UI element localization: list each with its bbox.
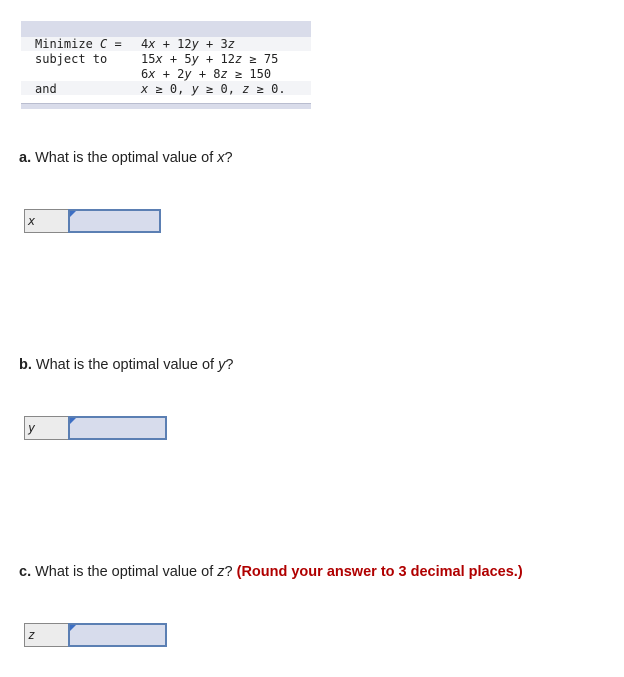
problem-top-bar: [21, 21, 311, 37]
rounding-note: (Round your answer to 3 decimal places.): [236, 564, 523, 580]
constraint-1: 15x + 5y + 12z ≥ 75: [141, 52, 279, 66]
answer-x-input[interactable]: [68, 209, 161, 233]
question-a: a. What is the optimal value of x?: [19, 150, 233, 166]
answer-z-input[interactable]: [68, 623, 167, 647]
input-flag-icon: [70, 418, 76, 424]
answer-y-label: y: [24, 416, 68, 440]
answer-x-label: x: [24, 209, 68, 233]
nonnegativity-constraints: x ≥ 0, y ≥ 0, z ≥ 0.: [141, 82, 286, 96]
constraint-2: 6x + 2y + 8z ≥ 150: [141, 67, 272, 81]
objective-label: Minimize C =: [35, 37, 129, 51]
answer-x-row: [24, 209, 161, 233]
answer-y-row: [24, 416, 167, 440]
input-flag-icon: [70, 625, 76, 631]
answer-z-label: z: [24, 623, 68, 647]
and-label: and: [35, 82, 57, 96]
problem-bottom-bar: [21, 103, 311, 109]
question-c: c. What is the optimal value of z? (Round your answer to 3 decimal places.): [19, 564, 523, 580]
answer-z-row: [24, 623, 167, 647]
objective-function: 4x + 12y + 3z: [141, 37, 235, 51]
subject-to-label: subject to: [35, 52, 108, 66]
answer-y-input[interactable]: [68, 416, 167, 440]
input-flag-icon: [70, 211, 76, 217]
question-b: b. What is the optimal value of y?: [19, 357, 234, 373]
problem-statement: [21, 21, 311, 111]
